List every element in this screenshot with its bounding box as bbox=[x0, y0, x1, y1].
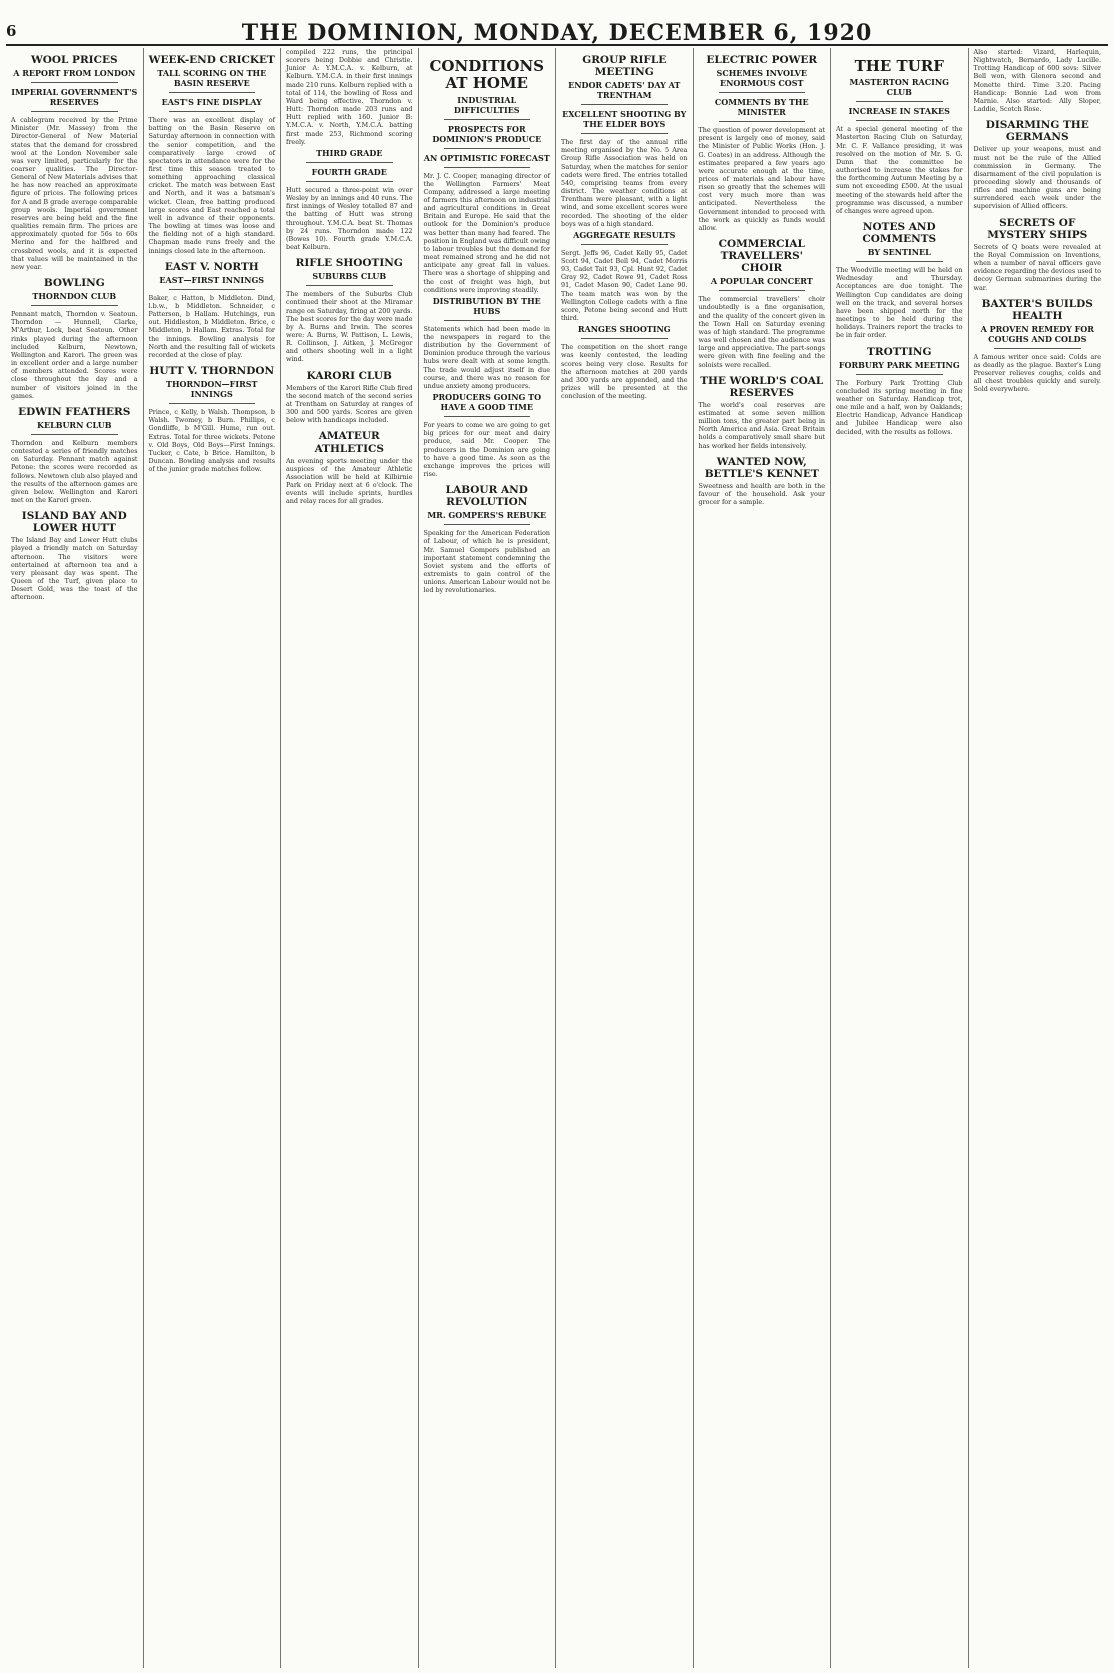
article-headline: BOWLING bbox=[43, 277, 105, 290]
article-body: The members of the Suburbs Club continued their shoot at the Miramar range on Saturday, firing at 200 yards. The best scores for the day were made by A. Burns and Irwin. The scores were: A. Burns, W. Pattison, L. Lewis, R. Collinson, J. Aitken, J. McGregor and others shooting well in a light wind. bbox=[286, 290, 413, 364]
article-subheading: EAST—FIRST INNINGS bbox=[159, 274, 265, 285]
article-headline: WOOL PRICES bbox=[30, 54, 118, 66]
column-7 bbox=[831, 48, 969, 1668]
column-4 bbox=[419, 48, 557, 1668]
article-body: The Forbury Park Trotting Club concluded its spring meeting in fine weather on Saturday. Handicap trot, one mile and a half, won by Oaklands; Electric Handicap, Advance Handicap and Jubilee Handicap were also decided, with the results as follows. bbox=[836, 378, 963, 436]
article-headline: WEEK-END CRICKET bbox=[148, 54, 275, 66]
article-headline: BAXTER'S BUILDS HEALTH bbox=[981, 297, 1093, 322]
column-2 bbox=[144, 48, 282, 1668]
article-body: Hutt secured a three-point win over Wesley by an innings and 40 runs. The first innings of Wesley totalled 87 and the batting of Hutt was strong throughout. Y.M.C.A. beat St. Thomas by 24 runs. Thorndon made 122 (Bowes 10). Fourth grade Y.M.C.A. beat Kelburn. bbox=[286, 185, 413, 251]
article-body: Statements which had been made in the newspapers in regard to the distribution by the Government of Dominion produce through the various hubs were dealt with at some length. The trade would adjust itself in due course, and there was no reason for undue anxiety among producers. bbox=[423, 324, 550, 390]
headline-rule bbox=[169, 289, 256, 290]
article-body: Baker, c Hatton, b Middleton. Dind, l.b.w., b Middleton. Schneider, c Patterson, b Hallam. Hutchings, run out. Hiddleston, b Middleton. Brice, c Middleton, b Hallam. Extras. Total for the innings. Bowling analysis for North and the resulting fall of wickets recorded at the close of play. bbox=[148, 293, 275, 359]
headline-rule bbox=[719, 121, 806, 122]
article-headline: AMATEUR ATHLETICS bbox=[314, 430, 384, 455]
headline-rule bbox=[306, 285, 393, 286]
headline-rule bbox=[306, 181, 393, 182]
article-body: For years to come we are going to get big prices for our meat and dairy produce, said Mr. Cooper. The producers in the Dominion are going to have a good time. As soon as the exchange improves the prices will rise. bbox=[423, 421, 550, 479]
headline-rule bbox=[31, 305, 118, 306]
article-body: The question of power development at present is largely one of money, said the Minister of Public Works (Hon. J. G. Coates) in an address. Although the estimates prepared a few years ago were accurate enough at the time, prices of materials and labour have risen so greatly that the schemes will cost very much more than was anticipated. Nevertheless the Government intended to proceed with the work as quickly as funds would allow. bbox=[698, 126, 825, 232]
article-subheading: INCREASE IN STAKES bbox=[848, 106, 950, 117]
article-subheading: A PROVEN REMEDY FOR COUGHS AND COLDS bbox=[980, 323, 1094, 344]
article-body: The world's coal reserves are estimated at some seven million million tons, the greater part being in North America and Asia. Great Britain holds a comparatively small share but has worked her fields intensively. bbox=[698, 400, 825, 450]
article-body: A famous writer once said: Colds are as deadly as the plague. Baxter's Lung Preserver relieves coughs, colds and all chest troubles quickly and surely. Sold everywhere. bbox=[973, 352, 1101, 394]
article-headline: THE WORLD'S COAL RESERVES bbox=[700, 374, 824, 399]
article-body: Deliver up your weapons, must and must not be the rule of the Allied commission in Germany. The disarmament of the civil population is proceeding slowly and thousands of rifles and machine guns are being surrendered each week under the supervision of Allied officers. bbox=[973, 145, 1101, 211]
article-headline: ISLAND BAY AND LOWER HUTT bbox=[21, 510, 127, 535]
headline-rule bbox=[581, 338, 668, 339]
article-headline: LABOUR AND REVOLUTION bbox=[445, 484, 528, 509]
headline-rule bbox=[994, 348, 1082, 349]
article-subheading: IMPERIAL GOVERNMENT'S RESERVES bbox=[11, 87, 138, 108]
article-subheading: ENDOR CADETS' DAY AT TRENTHAM bbox=[568, 80, 681, 101]
headline-rule bbox=[31, 434, 118, 435]
article-body: The Woodville meeting will be held on Wednesday and Thursday. Acceptances are due tonight. The Wellington Cup candidates are doing well on the track, and several horses have been shipped north for the meetings to be held during the holidays. Trainers report the tracks to be in fair order. bbox=[836, 266, 963, 340]
article-subheading: THORNDON CLUB bbox=[32, 291, 117, 302]
article-body: Members of the Karori Rifle Club fired the second match of the second series at Trentham on Saturday at ranges of 300 and 500 yards. Scores are given below with handicaps included. bbox=[286, 383, 413, 425]
article-subheading: PROSPECTS FOR DOMINION'S PRODUCE bbox=[432, 123, 542, 144]
headline-rule bbox=[31, 111, 118, 112]
masthead bbox=[6, 20, 1108, 46]
article-subheading: TALL SCORING ON THE BASIN RESERVE bbox=[157, 68, 267, 89]
article-body: Prince, c Kelly, b Walsh. Thompson, b Walsh. Twomey, b Burn. Phillips, c Gondliffe, b M'Gill. Hume, run out. Extras. Total for three wickets. Petone v. Old Boys, Old Boys—First Innings. Tucker, c Cate, b Brice. Hamilton, b Duncan. Bowling analysis and results of the junior grade matches follow. bbox=[148, 408, 275, 474]
article-body: The commercial travellers' choir undoubtedly is a fine organisation, and the quality of the concert given in the Town Hall on Saturday evening was of high standard. The programme was well chosen and the audience was large and appreciative. The part-songs were given with fine feeling and the soloists were recalled. bbox=[698, 295, 825, 369]
article-subheading: INDUSTRIAL DIFFICULTIES bbox=[453, 94, 520, 115]
article-body: Sergt. Jeffs 96, Cadet Kelly 95, Cadet Scott 94, Cadet Bell 94, Cadet Morris 93, Cadet Tait 93, Cpl. Hunt 92, Cadet Gray 92, Cadet Rowe 91, Cadet Ross 91, Cadet Mason 90, Cadet Lane 90. The team match was won by the Wellington College cadets with a fine score, Petone being second and Hutt third. bbox=[561, 248, 688, 323]
article-body: The competition on the short range was keenly contested, the leading scores being very close. Results for the afternoon matches at 200 yards and 300 yards are appended, and the prizes will be presented at the conclusion of the meeting. bbox=[561, 343, 688, 401]
article-subheading: RANGES SHOOTING bbox=[577, 324, 671, 335]
column-3 bbox=[281, 48, 419, 1668]
article-body: Speaking for the American Federation of Labour, of which he is president, Mr. Samuel Gompers published an important statement condemning the Soviet system and the efforts of extremists to gain control of the unions. American Labour would not be led by revolutionaries. bbox=[423, 529, 550, 595]
article-subheading: SUBURBS CLUB bbox=[312, 271, 387, 282]
article-subheading: KELBURN CLUB bbox=[37, 419, 112, 430]
article-body: The first day of the annual rifle meeting organised by the No. 5 Area Group Rifle Association was held on Saturday, when the matches for senior cadets were fired. The entries totalled 540, comprising teams from every district. The weather conditions at Trentham were pleasant, with a light wind, and some excellent scores were recorded. The shooting of the elder boys was of a high standard. bbox=[561, 138, 688, 228]
headline-rule bbox=[444, 167, 531, 168]
article-subheading: EXCELLENT SHOOTING BY THE ELDER BOYS bbox=[562, 109, 687, 130]
headline-rule bbox=[169, 92, 256, 93]
article-body: Sweetness and health are both in the favour of the household. Ask your grocer for a sample. bbox=[698, 481, 825, 507]
article-subheading: PRODUCERS GOING TO HAVE A GOOD TIME bbox=[432, 392, 542, 413]
headline-rule bbox=[31, 82, 118, 83]
article-subheading: A POPULAR CONCERT bbox=[710, 276, 813, 287]
article-headline: EAST V. NORTH bbox=[164, 260, 259, 273]
article-headline: TROTTING bbox=[867, 345, 932, 358]
headline-rule bbox=[719, 290, 806, 291]
headline-rule bbox=[856, 120, 943, 121]
article-body: Thorndon and Kelburn members contested a series of friendly matches on Saturday. Pennant match against Petone: the scores were recorded as follows. Newtown club also played and the results of the afternoon games are given below. Wellington and Karori met on the Karori green. bbox=[11, 438, 138, 504]
article-headline: HUTT V. THORNDON bbox=[149, 365, 275, 378]
headline-rule bbox=[856, 101, 943, 102]
article-subheading: COMMENTS BY THE MINISTER bbox=[714, 97, 809, 118]
article-subheading: THIRD GRADE bbox=[316, 147, 383, 158]
article-headline: RIFLE SHOOTING bbox=[295, 257, 403, 270]
headline-rule bbox=[169, 403, 256, 404]
article-headline: DISARMING THE GERMANS bbox=[985, 119, 1089, 144]
article-subheading: DISTRIBUTION BY THE HUBS bbox=[432, 295, 541, 316]
article-subheading: MR. GOMPERS'S REBUKE bbox=[427, 510, 547, 521]
headline-rule bbox=[581, 244, 668, 245]
headline-rule bbox=[444, 320, 531, 321]
article-subheading: EAST'S FINE DISPLAY bbox=[161, 97, 262, 108]
article-headline: NOTES AND COMMENTS bbox=[862, 220, 937, 246]
article-subheading: AGGREGATE RESULTS bbox=[573, 229, 676, 240]
headline-rule bbox=[856, 261, 943, 262]
article-body: There was an excellent display of batting on the Basin Reserve on Saturday afternoon in connection with the senior competition, and the comparatively large crowd of spectators in attendance were for the first time this season treated to something approaching classical cricket. The match was between East and North, and it was a batsman's wicket. Clean, free batting produced large scores and East reached a total well in advance of their opponents. The bowling at times was loose and the fielding not of a high standard. Chapman made runs freely and the innings closed late in the afternoon. bbox=[148, 116, 275, 255]
page-number: 6 bbox=[6, 22, 17, 40]
headline-rule bbox=[581, 104, 668, 105]
article-headline: COMMERCIAL TRAVELLERS' CHOIR bbox=[718, 238, 805, 275]
article-headline: WANTED NOW, BETTLE'S KENNET bbox=[704, 455, 819, 480]
article-subheading: BY SENTINEL bbox=[867, 247, 931, 258]
article-headline: THE TURF bbox=[854, 57, 944, 75]
newspaper-title: THE DOMINION, MONDAY, DECEMBER 6, 1920 bbox=[241, 20, 873, 46]
headline-rule bbox=[719, 92, 806, 93]
headline-rule bbox=[856, 374, 943, 375]
headline-rule bbox=[581, 133, 668, 134]
article-subheading: SCHEMES INVOLVE ENORMOUS COST bbox=[716, 68, 807, 89]
article-headline: ELECTRIC POWER bbox=[706, 54, 818, 66]
article-body: Also started: Vizard, Harlequin, Nightwatch, Bernardo, Lady Lucille. Trotting Handicap of 600 sovs: Silver Bell won, with Glenora second and Monette third. Time 3.20. Pacing Handicap: Bonnie Lad won from Marnie. Also started: Ally Sloper, Laddie, Scotch Rose. bbox=[973, 48, 1101, 114]
article-body: An evening sports meeting under the auspices of the Amateur Athletic Association will be held at Kilbirnie Park on Friday next at 6 o'clock. The events will include sprints, hurdles and relay races for all grades. bbox=[286, 456, 413, 506]
article-subheading: A REPORT FROM LONDON bbox=[13, 68, 136, 79]
column-6 bbox=[694, 48, 832, 1668]
article-body: The Island Bay and Lower Hutt clubs played a friendly match on Saturday afternoon. The visitors were entertained at afternoon tea and a very pleasant day was spent. The Queen of the Turf, given place to Desert Gold, was the toast of the afternoon. bbox=[11, 536, 138, 602]
article-body: Secrets of Q boats were revealed at the Royal Commission on Inventions, when a number of naval officers gave evidence regarding the devices used to decoy German submarines during the war. bbox=[973, 242, 1101, 292]
article-body: Mr. J. C. Cooper, managing director of the Wellington Farmers' Meat Company, addressed a large meeting of farmers this afternoon on industrial and agricultural conditions in Great Britain and Europe. He said that the outlook for the Dominion's produce was better than many had feared. The position in England was difficult owing to labour troubles but the demand for meat remained strong and he did not anticipate any great fall in values. There was a shortage of shipping and the cost of freight was high, but conditions were improving steadily. bbox=[423, 171, 550, 294]
headline-rule bbox=[444, 524, 531, 525]
article-body: A cablegram received by the Prime Minister (Mr. Massey) from the Director-General of New Material states that the demand for crossbred wool at the London November sale was very limited, particularly for the coarser qualities. The Director-General of New Materials advises that he has now reached an approximate figure of prices. The following prices for A and B grade average comparable group wools. Imperial government reserves are being held and the fine qualities remain firm. The prices are approximately quoted for 56s to 60s Merino and for the halfbred and crossbred wools, and it is expected that values will be maintained in the new year. bbox=[11, 116, 138, 271]
headline-rule bbox=[444, 119, 531, 120]
article-headline: SECRETS OF MYSTERY SHIPS bbox=[987, 216, 1088, 241]
article-headline: KARORI CLUB bbox=[306, 369, 392, 382]
article-body: compiled 222 runs, the principal scorers being Dobbie and Christie. Junior A: Y.M.C.A. v. Kelburn, at Kelburn. Y.M.C.A. in their first innings made 210 runs. Kelburn replied with a total of 114, the bowling of Ross and Ward being effective. Thorndon v. Hutt: Thorndon made 203 runs and Hutt replied with 160. Junior B: Y.M.C.A. v. North, Y.M.C.A. batting first made 253, Richmond scoring freely. bbox=[286, 48, 413, 146]
article-subheading: MASTERTON RACING CLUB bbox=[849, 77, 950, 98]
article-subheading: AN OPTIMISTIC FORECAST bbox=[423, 152, 550, 163]
article-headline: GROUP RIFLE MEETING bbox=[582, 54, 667, 79]
column-1 bbox=[6, 48, 144, 1668]
headline-rule bbox=[306, 162, 393, 163]
article-subheading: FORBURY PARK MEETING bbox=[838, 359, 960, 370]
headline-rule bbox=[444, 148, 531, 149]
article-body: At a special general meeting of the Masterton Racing Club on Saturday, Mr. C. F. Vallance presiding, it was resolved on the motion of Mr. S. G. Dunn that the committee be authorised to increase the stakes for the forthcoming Autumn Meeting by a sum not exceeding £500. At the usual meeting of the stewards held after the programme was discussed, a number of changes were agreed upon. bbox=[836, 125, 963, 215]
headline-rule bbox=[169, 111, 256, 112]
article-headline: CONDITIONS AT HOME bbox=[429, 57, 545, 93]
article-subheading: THORNDON—FIRST INNINGS bbox=[166, 379, 258, 400]
article-body: Pennant match, Thorndon v. Seatoun. Thorndon — Hunnell, Clarke, M'Arthur, Lock, beat Seatoun. Other rinks played during the afternoon included Kelburn, Newtown, Wellington and Karori. The green was in excellent order and a large number of members attended. Scores were close throughout the day and a number of visitors joined in the games. bbox=[11, 310, 138, 400]
headline-rule bbox=[444, 416, 531, 417]
article-headline: EDWIN FEATHERS bbox=[18, 405, 131, 418]
column-grid bbox=[6, 48, 1106, 1668]
article-subheading: FOURTH GRADE bbox=[311, 166, 387, 177]
column-5 bbox=[556, 48, 694, 1668]
column-8 bbox=[969, 48, 1107, 1668]
